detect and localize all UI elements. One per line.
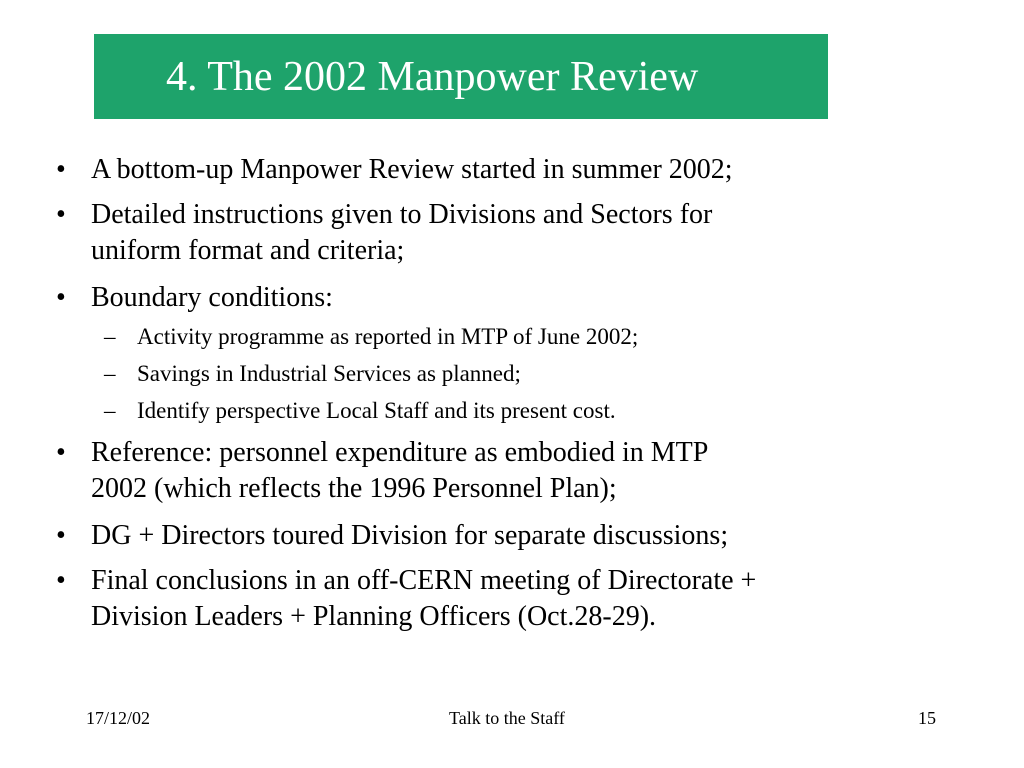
bullet-marker: • bbox=[56, 565, 66, 596]
footer-page-number: 15 bbox=[918, 708, 936, 728]
sub-item-text: Savings in Industrial Services as planned; bbox=[137, 361, 521, 386]
bullet-line: Final conclusions in an off-CERN meeting of Directorate + bbox=[91, 565, 757, 596]
bullet-marker: • bbox=[56, 199, 66, 230]
bullet-line: A bottom-up Manpower Review started in summer 2002; bbox=[91, 154, 733, 185]
bullet-line: Boundary conditions: bbox=[91, 282, 333, 313]
bullet-line: Detailed instructions given to Divisions and Sectors for bbox=[91, 199, 713, 230]
footer-date: 17/12/02 bbox=[86, 708, 151, 728]
slide-title: 4. The 2002 Manpower Review bbox=[166, 54, 699, 100]
dash-marker: – bbox=[104, 361, 116, 386]
bullet-line: 2002 (which reflects the 1996 Personnel Plan); bbox=[91, 473, 617, 504]
bullet-line: Division Leaders + Planning Officers (Oct.28-29). bbox=[91, 601, 657, 632]
bullet-marker: • bbox=[56, 520, 66, 551]
bullet-line: Reference: personnel expenditure as embodied in MTP bbox=[91, 437, 709, 468]
bullet-marker: • bbox=[56, 437, 66, 468]
bullet-line: DG + Directors toured Division for separate discussions; bbox=[91, 520, 729, 551]
dash-marker: – bbox=[104, 398, 116, 423]
bullet-line: uniform format and criteria; bbox=[91, 235, 405, 266]
bullet-marker: • bbox=[56, 282, 66, 313]
sub-item-text: Activity programme as reported in MTP of June 2002; bbox=[137, 324, 639, 349]
bullet-marker: • bbox=[56, 154, 66, 185]
footer-center-text: Talk to the Staff bbox=[449, 708, 565, 728]
sub-item-text: Identify perspective Local Staff and its present cost. bbox=[137, 398, 616, 423]
dash-marker: – bbox=[104, 324, 116, 349]
